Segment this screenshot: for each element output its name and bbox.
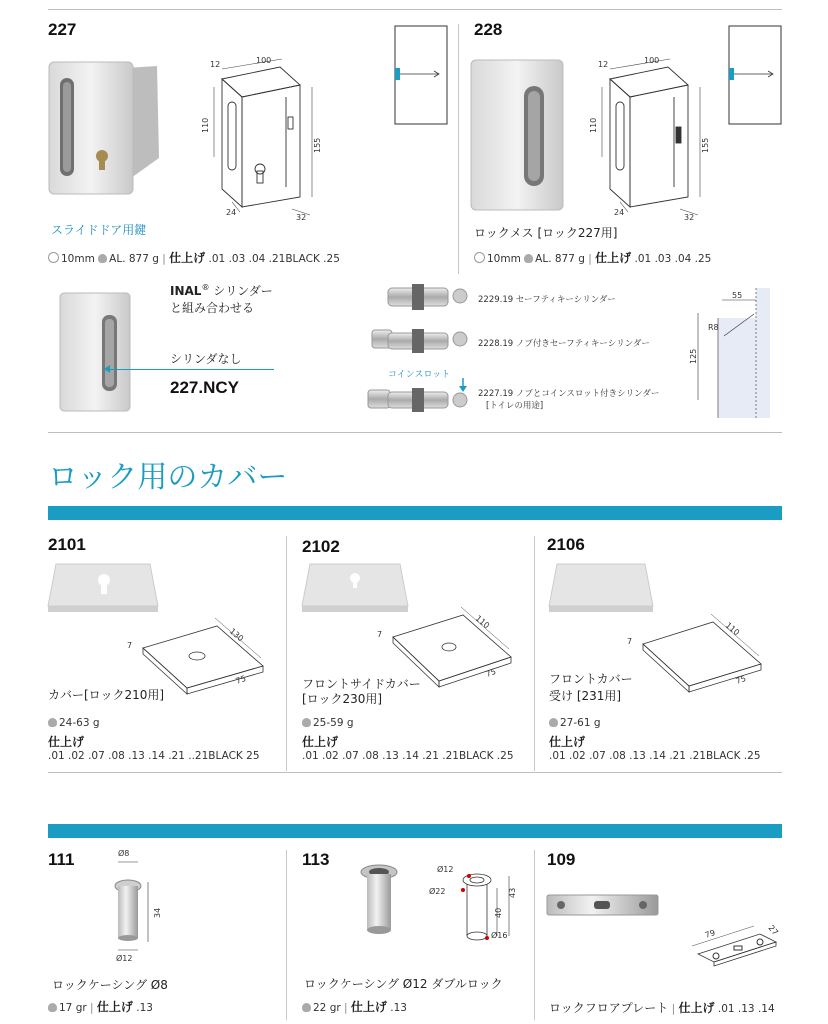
spec-line-111: 17 gr | 仕上げ .13	[48, 998, 153, 1015]
cylinder-label-2: 2227.19 ノブとコインスロット付きシリンダー	[478, 389, 660, 399]
section-bar-top	[48, 506, 782, 520]
finish-label-113: 仕上げ	[350, 1000, 387, 1014]
weight-icon	[302, 718, 311, 727]
product-code-2102: 2102	[302, 537, 340, 556]
finishes-111: .13	[136, 1002, 153, 1014]
dim-111-top: Ø8	[118, 849, 130, 858]
finishes-228: .01 .03 .04 .25	[634, 253, 712, 265]
detail-dim-h: 125	[689, 348, 698, 364]
weight-2102: 25-59 g	[313, 717, 354, 729]
weight-icon	[48, 718, 57, 727]
thickness-icon	[474, 252, 485, 263]
cover-name-2102: フロントサイドカバー	[302, 677, 421, 691]
dim-228-c: 110	[589, 117, 598, 133]
cover-name2-2106: 受け [231用]	[549, 689, 622, 703]
product-code-227: 227	[48, 20, 77, 39]
weight-icon	[549, 718, 558, 727]
spec-line-113: 22 gr | 仕上げ .13	[302, 998, 407, 1015]
spec-line-227: 10mm AL. 877 g | 仕上げ .01 .03 .04 .21BLACK .25	[48, 249, 340, 266]
cover-name-2106: フロントカバー	[549, 672, 633, 686]
photo-113	[355, 860, 405, 939]
product-code-2101: 2101	[48, 535, 86, 554]
cover-finishes-2101: .01 .02 .07 .08 .13 .14 .21 ..21BLACK 25	[48, 750, 260, 762]
dim-227-d: 155	[313, 137, 322, 153]
cover-2101-d2: 75	[234, 673, 248, 686]
registered-mark: ®	[201, 283, 210, 292]
coin-slot-label: コインスロット	[388, 370, 451, 380]
detail-drawing	[690, 288, 780, 424]
dim-111-bot: Ø12	[116, 954, 133, 963]
product-code-228: 228	[474, 20, 503, 39]
weight-113: 22 gr	[313, 1002, 341, 1014]
product-code-111: 111	[48, 850, 75, 869]
dim-113-d1: Ø12	[437, 865, 454, 874]
finish-label-227: 仕上げ	[169, 251, 206, 265]
bottom-divider-1	[286, 850, 287, 1020]
material-227: AL. 877 g	[109, 253, 159, 265]
covers-bottom-rule	[48, 772, 782, 773]
dim-113-d2: Ø22	[429, 887, 446, 896]
dim-228-f: 32	[684, 213, 695, 222]
product-photo-227	[47, 58, 162, 202]
thickness-228: 10mm	[487, 253, 521, 265]
product-code-109: 109	[547, 850, 576, 869]
weight-icon	[48, 1003, 57, 1012]
product-code-113: 113	[302, 850, 330, 869]
cover-2102-d1: 110	[473, 613, 492, 631]
product-name-109: ロックフロアプレート	[549, 1001, 669, 1015]
finish-label-111: 仕上げ	[96, 1000, 133, 1014]
drawing-113	[425, 858, 525, 952]
no-cylinder-label: シリンダなし	[170, 352, 242, 366]
dim-113-d4: 43	[508, 887, 517, 898]
weight-2101: 24-63 g	[59, 717, 100, 729]
dim-227-b: 100	[256, 56, 272, 65]
weight-icon	[98, 254, 107, 263]
cover-finish-label-2106: 仕上げ	[549, 735, 586, 749]
column-divider	[458, 24, 459, 274]
cover-drawing-2106	[625, 614, 775, 698]
dim-109-d2: 27	[766, 923, 780, 938]
cover-name-2101: カバー[ロック210用]	[48, 688, 165, 702]
bottom-divider-2	[534, 850, 535, 1020]
finishes-113: .13	[390, 1002, 407, 1014]
cylinder-images	[350, 278, 480, 427]
dim-228-b: 100	[644, 56, 660, 65]
section-bar-bottom	[48, 824, 782, 838]
cover-finishes-2106: .01 .02 .07 .08 .13 .14 .21 .21BLACK .25	[549, 750, 761, 762]
dim-227-f: 32	[296, 213, 307, 222]
cover-2101-d1: 130	[227, 626, 246, 644]
drawing-111	[100, 846, 170, 970]
cover-2101-d3: 7	[127, 641, 133, 650]
drawing-109	[680, 912, 785, 976]
detail-dim-w: 55	[732, 291, 743, 300]
inal-brand: INAL	[170, 284, 202, 298]
dim-111-len: 34	[153, 907, 162, 918]
cover-2106-d1: 110	[723, 620, 742, 638]
weight-111: 17 gr	[59, 1002, 87, 1014]
product-name-227: スライドドア用鍵	[51, 223, 147, 237]
thickness-227: 10mm	[61, 253, 95, 265]
top-rule	[48, 9, 782, 10]
product-photo-228	[468, 58, 568, 222]
finishes-227: .01 .03 .04 .21BLACK .25	[208, 253, 340, 265]
product-name-113: ロックケーシング Ø12 ダブルロック	[304, 977, 503, 991]
section-rule	[48, 432, 782, 433]
spec-line-109: ロックフロアプレート | 仕上げ .01 .13 .14	[549, 1001, 775, 1015]
finish-label-109: 仕上げ	[678, 1001, 715, 1015]
cylinder-sublabel-2: [トイレの用途]	[486, 401, 544, 411]
combine-note: と組み合わせる	[170, 301, 255, 315]
photo-109	[546, 893, 660, 923]
dim-228-a: 12	[598, 60, 609, 69]
cover-divider-2	[534, 536, 535, 771]
weight-2106: 27-61 g	[560, 717, 601, 729]
cylinder-label-0: 2229.19 セーフティキーシリンダー	[478, 295, 616, 305]
cover-2106-d3: 7	[627, 637, 633, 646]
cover-finish-label-2102: 仕上げ	[302, 735, 339, 749]
finish-label-228: 仕上げ	[595, 251, 632, 265]
door-schematic-228	[728, 25, 782, 129]
technical-drawing-228	[588, 57, 718, 226]
cover-weight-2102	[302, 717, 354, 729]
dim-227-e: 24	[226, 208, 237, 217]
dim-113-d5: Ø16	[491, 931, 508, 940]
inal-line1: シリンダー	[209, 284, 273, 298]
cover-photo-2106	[547, 562, 655, 618]
material-228: AL. 877 g	[535, 253, 585, 265]
door-schematic-227	[394, 25, 448, 129]
section-title: ロック用のカバー	[48, 460, 288, 495]
pointer-line	[108, 369, 274, 370]
dim-228-e: 24	[614, 208, 625, 217]
cover-finish-label-2101: 仕上げ	[48, 735, 85, 749]
cover-2102-d2: 75	[484, 666, 498, 679]
dim-113-d3: 40	[494, 907, 503, 918]
cover-2106-d2: 75	[734, 673, 748, 686]
finishes-109: .01 .13 .14	[717, 1003, 775, 1015]
cover-divider-1	[286, 536, 287, 771]
technical-drawing-227	[200, 57, 330, 226]
cover-weight-2101	[48, 717, 100, 729]
cover-photo-2101	[46, 562, 161, 618]
product-code-227ncy: 227.NCY	[170, 378, 239, 397]
product-name-228: ロックメス [ロック227用]	[474, 226, 618, 240]
cover-finishes-2102: .01 .02 .07 .08 .13 .14 .21 .21BLACK .25	[302, 750, 514, 762]
dim-109-d1: 79	[703, 928, 717, 940]
thickness-icon	[48, 252, 59, 263]
dim-227-a: 12	[210, 60, 221, 69]
cylinder-label-1: 2228.19 ノブ付きセーフティキーシリンダー	[478, 339, 650, 349]
detail-dim-r: R8	[708, 323, 719, 332]
cover-weight-2106	[549, 717, 601, 729]
dim-228-d: 155	[701, 137, 710, 153]
product-photo-227ncy	[58, 291, 133, 417]
weight-icon	[302, 1003, 311, 1012]
inal-cylinder-note	[170, 282, 273, 299]
cover-2102-d3: 7	[377, 630, 383, 639]
weight-icon	[524, 254, 533, 263]
spec-line-228: 10mm AL. 877 g | 仕上げ .01 .03 .04 .25	[474, 249, 711, 266]
dim-227-c: 110	[201, 117, 210, 133]
cover-name2-2102: [ロック230用]	[302, 692, 383, 706]
pointer-arrow-icon	[104, 365, 110, 373]
product-code-2106: 2106	[547, 535, 585, 554]
product-name-111: ロックケーシング Ø8	[52, 978, 168, 992]
